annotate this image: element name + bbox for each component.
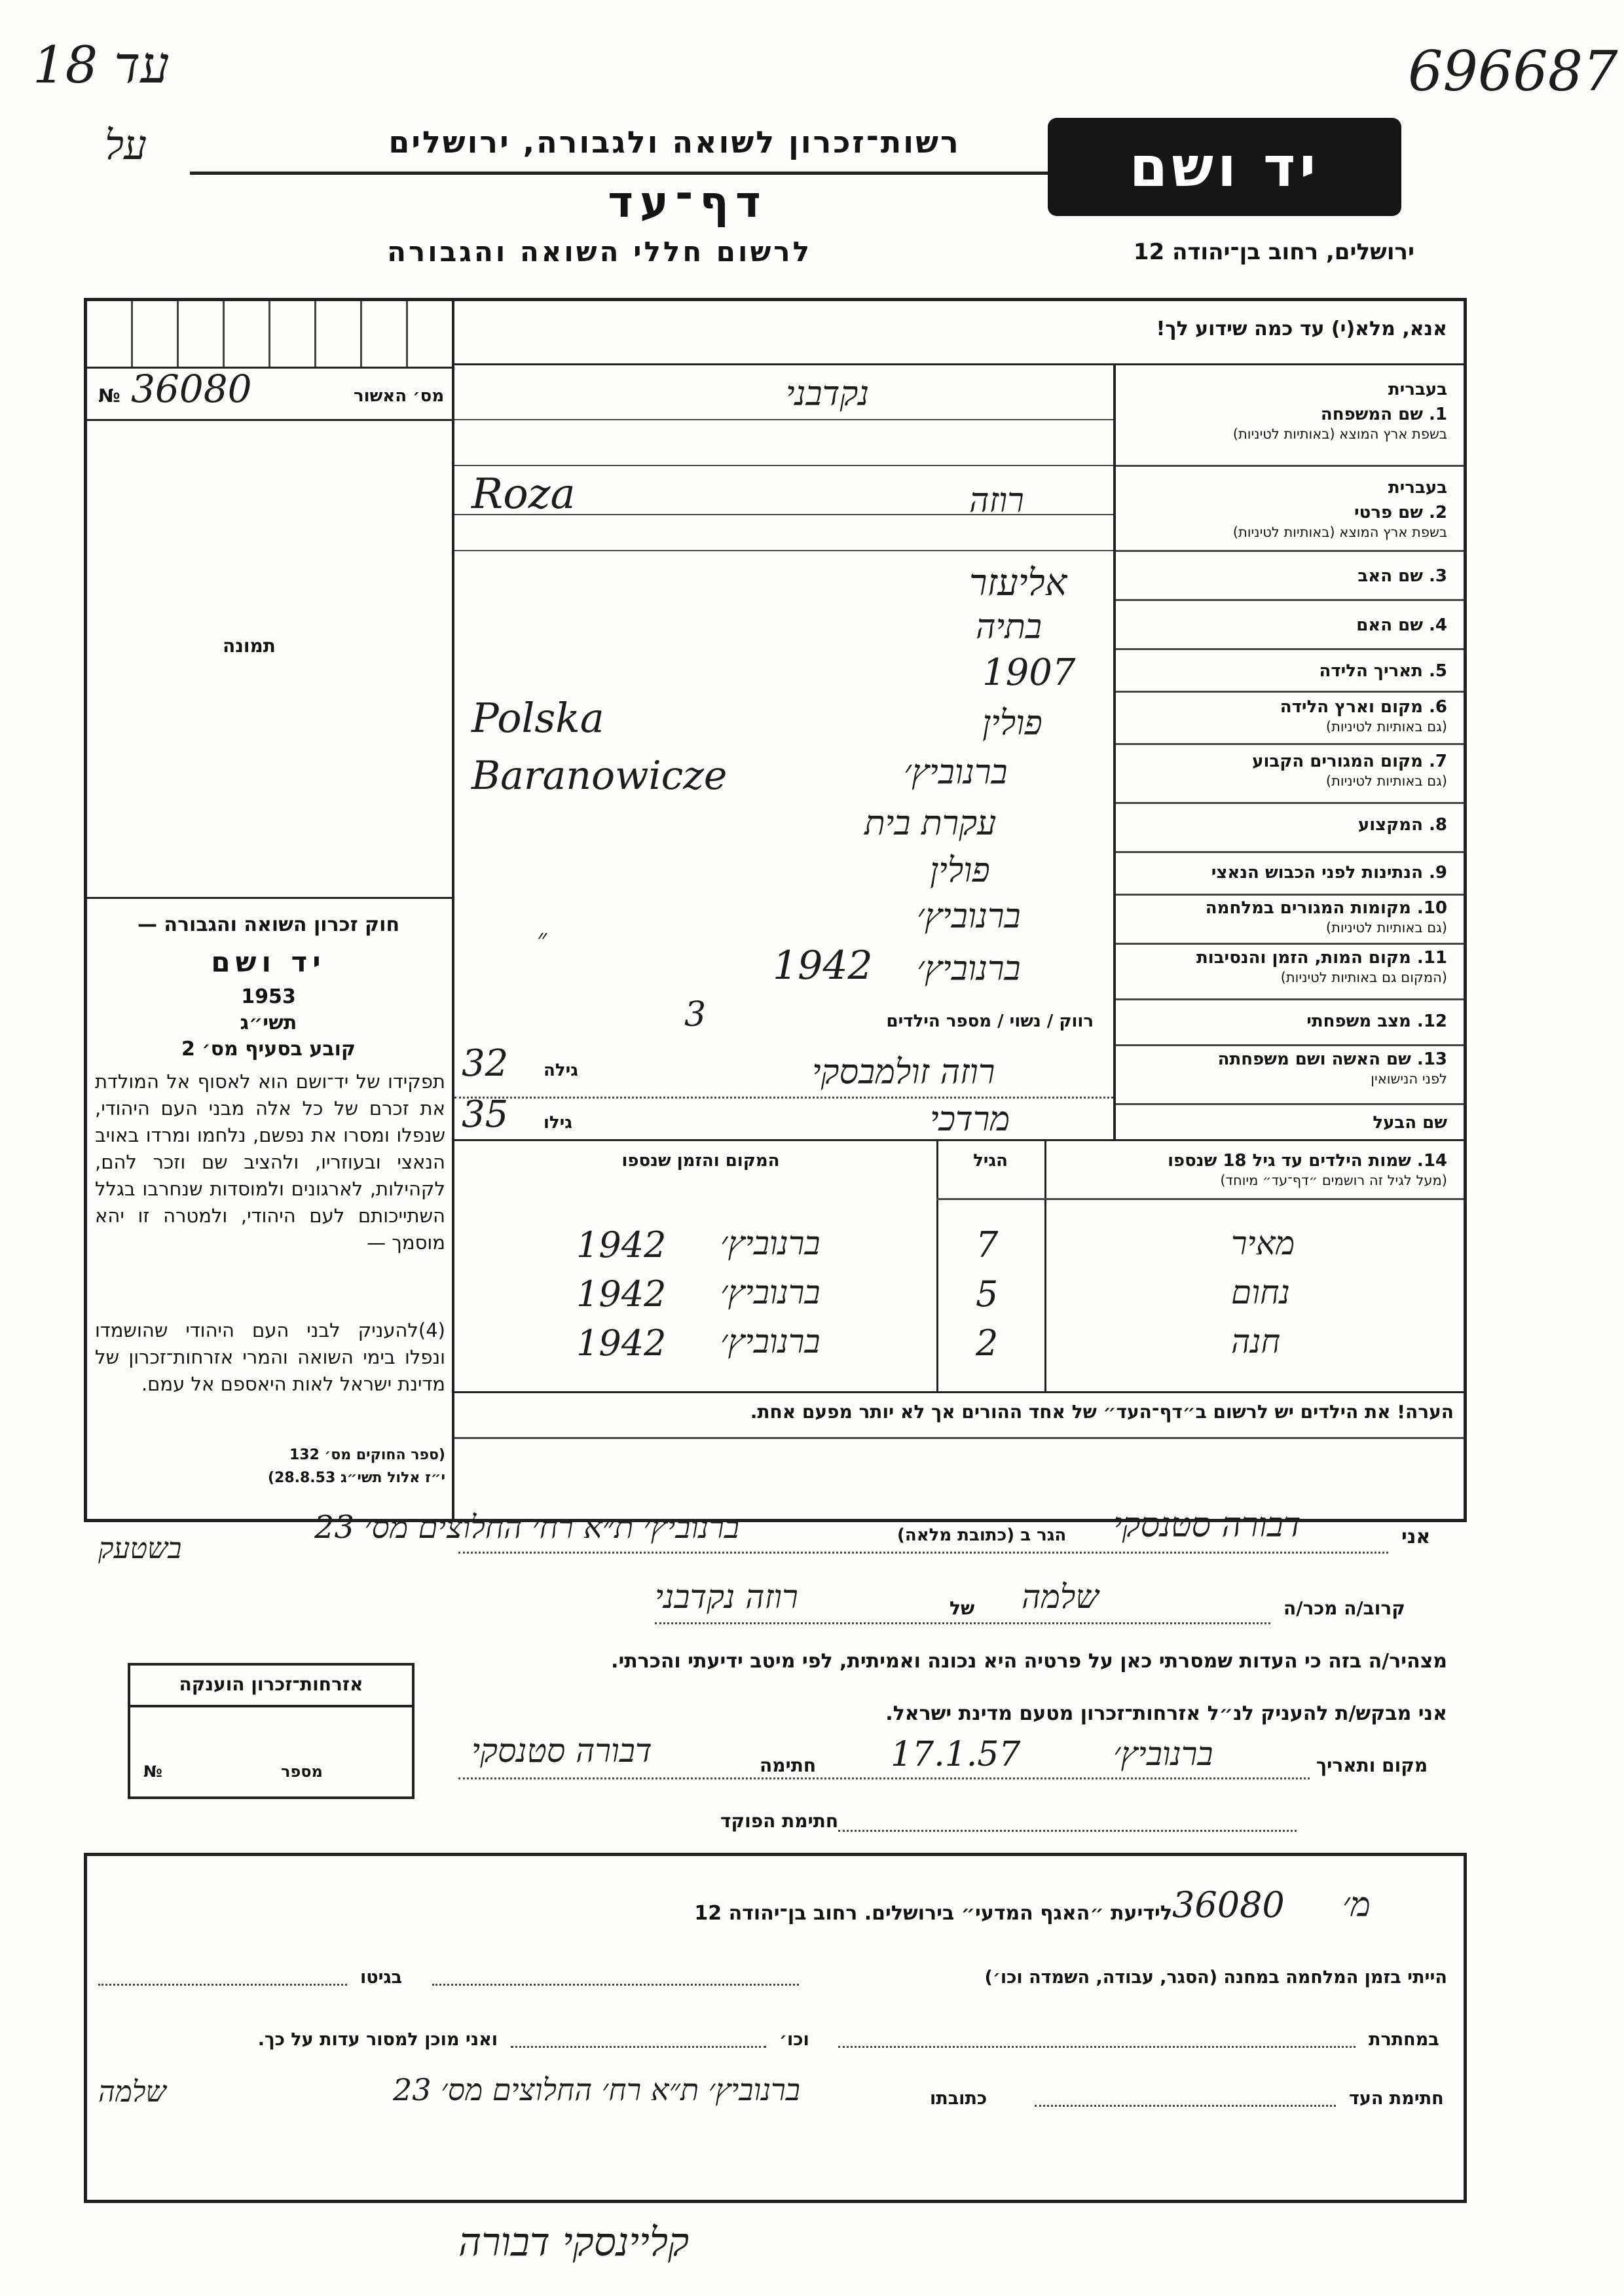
- declarant-extra: בשטעק: [98, 1532, 182, 1565]
- relation-value: שלמה: [1022, 1578, 1099, 1616]
- field-2-name: שם פרטי: [1354, 503, 1423, 522]
- field-13-name: שם האשה ושם משפחתה: [1217, 1049, 1411, 1069]
- place-value: ברנוביץ׳: [1113, 1735, 1213, 1773]
- child-year: 1942: [576, 1273, 667, 1315]
- signature-value: דבורה סטנסקי: [471, 1732, 652, 1770]
- field-7-name: מקום המגורים הקבוע: [1252, 752, 1423, 771]
- declarant-ani: אני: [1401, 1525, 1431, 1548]
- field-10-mark: ״: [537, 924, 547, 954]
- field-6-label: [1126, 697, 1447, 737]
- of-name: רוזה נקדבני: [655, 1578, 798, 1616]
- children-note: הערה! את הילדים יש לרשום ב״דף־העד״ של אחד ההורים אך לא יותר מפעם אחת.: [750, 1401, 1454, 1423]
- child-name: חנה: [1231, 1322, 1281, 1360]
- request-text: אני מבקש/ת להעניק לנ״ל אזרחות־זכרון מטעם מדינת ישראל.: [885, 1702, 1447, 1725]
- law-logo: יד ושם: [211, 946, 326, 978]
- field-11-sub: (המקום גם באותיות לטיניות): [1280, 970, 1447, 985]
- declarant-name: דבורה סטנסקי: [1113, 1506, 1301, 1545]
- address: ירושלים, רחוב בן־יהודה 12: [1133, 239, 1414, 265]
- child-place: ברנוביץ׳: [720, 1224, 821, 1262]
- child-place: ברנוביץ׳: [720, 1322, 821, 1360]
- field-6-num: 6.: [1429, 697, 1447, 717]
- children-label: [1061, 1151, 1447, 1190]
- field-6-sub: (גם באותיות לטיניות): [1325, 719, 1447, 735]
- place-date-label: מקום ותאריך: [1316, 1755, 1428, 1776]
- child-place: ברנוביץ׳: [720, 1273, 821, 1311]
- law-ref-2: י״ז אלול תשי״ג 28.8.53): [267, 1470, 445, 1486]
- intro-text: אנא, מלא(י) עד כמה שידוע לך!: [1156, 318, 1447, 340]
- lower-line2a: במחתרת: [1369, 2030, 1439, 2050]
- lower-line3a: חתימת העד: [1349, 2088, 1444, 2109]
- clerk-label: חתימת הפוקד: [720, 1810, 839, 1832]
- field-1-label: [1126, 405, 1447, 444]
- field-7-value-latin: Baranowicze: [471, 753, 728, 799]
- date-value: 17.1.57: [891, 1735, 1021, 1774]
- field-10-num: 10.: [1416, 898, 1447, 918]
- husband-age-label: גילו: [544, 1113, 572, 1133]
- lower-line1a: הייתי בזמן המלחמה במחנה (הסגר, עבודה, השמדה וכו׳): [984, 1967, 1447, 1988]
- law-hebrew-year: תשי״ג: [240, 1011, 297, 1034]
- field-1-name: שם המשפחה: [1320, 405, 1423, 424]
- field-12-children-count: 3: [684, 995, 707, 1034]
- field-5-num: 5.: [1429, 661, 1447, 681]
- lower-prefix: מ׳: [1342, 1886, 1371, 1925]
- field-10-sub: (גם באותיות לטיניות): [1325, 920, 1447, 936]
- field-6-value-latin: Polska: [471, 694, 604, 742]
- field-12-label: [1126, 1011, 1447, 1031]
- field-12-num: 12.: [1416, 1011, 1447, 1031]
- declarant-lives-label: הגר ב (כתובת מלאה): [897, 1525, 1067, 1545]
- field-8-name: המקצוע: [1357, 815, 1423, 835]
- field-10-label: [1126, 898, 1447, 938]
- children-sub: (מעל לגיל זה רושמים ״דף־עד״ מיוחד): [1220, 1173, 1447, 1188]
- field-10-name: מקומות המגורים במלחמה: [1205, 898, 1411, 918]
- husband-value: מרדכי: [930, 1100, 1010, 1139]
- declaration-text: מצהיר/ה בזה כי העדות שמסרתי כאן על פרטיה היא נכונה ואמיתית, לפי מיטב ידיעתי והכרתי.: [611, 1650, 1447, 1673]
- field-8-value: עקרת בית: [864, 804, 997, 843]
- husband-label: שם הבעל: [1373, 1113, 1447, 1133]
- field-5-name: תאריך הלידה: [1319, 661, 1423, 681]
- field-11-num: 11.: [1416, 948, 1447, 968]
- field-11-place: ברנוביץ׳: [917, 949, 1021, 989]
- field-2-sub: בשפת ארץ המוצא (באותיות לטיניות): [1232, 524, 1447, 540]
- lower-line2c: ואני מוכן למסור עדות על כך.: [257, 2030, 498, 2050]
- yad-vashem-logo: יד ושם: [1048, 118, 1401, 216]
- field-7-value: ברנוביץ׳: [904, 753, 1008, 792]
- child-year: 1942: [576, 1224, 667, 1266]
- field-5-value: 1907: [982, 651, 1076, 694]
- wife-age-label: גילה: [544, 1061, 578, 1080]
- lower-line1b: בגיטו: [360, 1967, 403, 1988]
- approval-label: מס׳ האשור: [354, 386, 445, 406]
- field-11-name: מקום המות, הזמן והנסיבות: [1196, 948, 1411, 968]
- law-clause-4: (4)להעניק לבני העם היהודי שהושמדו ונפלו בימי השואה והמרי אזרחות־זכרון של מדינת ישראל לאות היאספם אל עמם.: [95, 1319, 445, 1395]
- signature-label: חתימה: [760, 1755, 817, 1776]
- field-10-value: ברנוביץ׳: [917, 897, 1021, 936]
- lower-extra: שלמה: [98, 2075, 166, 2109]
- field-5-label: [1126, 661, 1447, 681]
- lower-number: 36080: [1172, 1884, 1285, 1925]
- field-1-num: 1.: [1429, 405, 1447, 424]
- child-age: 7: [976, 1224, 999, 1266]
- field-2-value-latin: Roza: [471, 470, 576, 519]
- field-3-num: 3.: [1429, 566, 1447, 586]
- place-header: המקום והזמן שנספו: [621, 1151, 780, 1171]
- field-13-sub: לפני הנישואין: [1371, 1071, 1447, 1087]
- citizenship-no-sign: №: [143, 1762, 162, 1781]
- document-number: 696687: [1408, 39, 1618, 103]
- field-8-num: 8.: [1429, 815, 1447, 835]
- field-1-value: נקדבני: [786, 374, 870, 414]
- law-clause: קובע בסעיף מס׳ 2: [181, 1038, 356, 1061]
- field-3-label: [1126, 566, 1447, 586]
- field-13-label: [1126, 1049, 1447, 1089]
- photo-label: תמונה: [223, 635, 276, 657]
- lower-line3b: כתובתו: [930, 2088, 987, 2109]
- child-age: 2: [976, 1322, 999, 1364]
- field-2-label: [1126, 503, 1447, 542]
- field-9-name: הנתינות לפני הכבוש הנאצי: [1211, 863, 1423, 883]
- citizenship-title: אזרחות־זכרון הוענקה: [179, 1673, 363, 1695]
- field-1-hebrew-tag: בעברית: [1388, 380, 1447, 399]
- law-title: חוק זכרון השואה והגבורה —: [137, 913, 400, 936]
- child-age: 5: [976, 1273, 999, 1315]
- lower-address: ברנוביץ׳ ת״א רח׳ החלוצים מס׳ 23: [393, 2072, 800, 2107]
- field-11-label: [1126, 948, 1447, 987]
- field-13-value: רוזה זולמבסקי: [812, 1053, 995, 1092]
- child-name: נחום: [1231, 1273, 1290, 1311]
- of-label: של: [950, 1597, 975, 1619]
- field-6-value: פולין: [982, 704, 1043, 743]
- field-9-label: [1126, 863, 1447, 883]
- corner-note-2: על: [105, 121, 147, 169]
- law-year: 1953: [241, 985, 296, 1008]
- bottom-signature: קליינסקי דבורה: [458, 2219, 690, 2265]
- children-title: שמות הילדים עד גיל 18 שנספו: [1168, 1151, 1411, 1171]
- field-4-num: 4.: [1429, 615, 1447, 635]
- child-year: 1942: [576, 1322, 667, 1364]
- field-4-name: שם האם: [1356, 615, 1423, 635]
- field-1-sub: בשפת ארץ המוצא (באותיות לטיניות): [1232, 426, 1447, 442]
- field-7-sub: (גם באותיות לטיניות): [1325, 773, 1447, 789]
- law-text: תפקידו של יד־ושם הוא לאסוף אל המולדת את זכרם של כל אלה מבני העם היהודי, שנפלו ומסרו את נפשם, נלחמו ומרדו באויב הנאצי ובעוזריו, ולהציב שם וזכר להם, לקהילות, לארגונים ולמוסדות שנחרבו בגלל השתייכותם לעם היהודי, ולמטרה זו יהא מוסמך —: [95, 1070, 445, 1254]
- law-ref-1: (ספר החוקים מס׳ 132: [289, 1447, 445, 1463]
- citizenship-box: [128, 1663, 415, 1799]
- declarant-address: ברנוביץ׳ ת״א רח׳ החלוצים מס׳ 23: [314, 1509, 739, 1546]
- children-num: 14.: [1416, 1151, 1447, 1171]
- field-7-label: [1126, 752, 1447, 791]
- field-8-label: [1126, 815, 1447, 835]
- relative-label: קרוב/ה מכר/ה: [1283, 1597, 1405, 1619]
- field-6-name: מקום וארץ הלידה: [1280, 697, 1423, 717]
- field-3-name: שם האב: [1357, 566, 1423, 586]
- approval-number: 36080: [131, 367, 252, 411]
- child-name: מאיר: [1231, 1224, 1295, 1262]
- authority-name: רשות־זכרון לשואה ולגבורה, ירושלים: [388, 124, 961, 160]
- field-2-num: 2.: [1429, 503, 1447, 522]
- lower-line2b: וכו׳: [779, 2030, 809, 2050]
- field-11-year: 1942: [773, 943, 873, 989]
- field-2-value: רוזה: [969, 481, 1024, 520]
- form-subtitle: לרשום חללי השואה והגבורה: [387, 236, 812, 268]
- field-12-name: מצב משפחתי: [1306, 1011, 1411, 1031]
- wife-age: 32: [462, 1042, 509, 1085]
- field-3-value: אליעזר: [969, 562, 1067, 604]
- field-4-label: [1126, 615, 1447, 635]
- field-12-options: רווק / נשוי / מספר הילדים: [886, 1011, 1094, 1031]
- field-9-num: 9.: [1429, 863, 1447, 883]
- corner-note: עד 18: [33, 36, 170, 95]
- lower-header: לידיעת ״האגף המדעי״ בירושלים. רחוב בן־יהודה 12: [694, 1902, 1172, 1925]
- field-2-hebrew-tag: בעברית: [1388, 478, 1447, 498]
- field-7-num: 7.: [1429, 752, 1447, 771]
- form-title: דף־עד: [608, 177, 767, 227]
- age-header: הגיל: [973, 1151, 1008, 1171]
- field-4-value: בתיה: [976, 608, 1042, 647]
- field-9-value: פולין: [930, 851, 990, 890]
- citizenship-number-label: מספר: [281, 1762, 323, 1781]
- field-13-num: 13.: [1416, 1049, 1447, 1069]
- husband-age: 35: [462, 1093, 509, 1136]
- approval-no-sign: №: [98, 385, 120, 407]
